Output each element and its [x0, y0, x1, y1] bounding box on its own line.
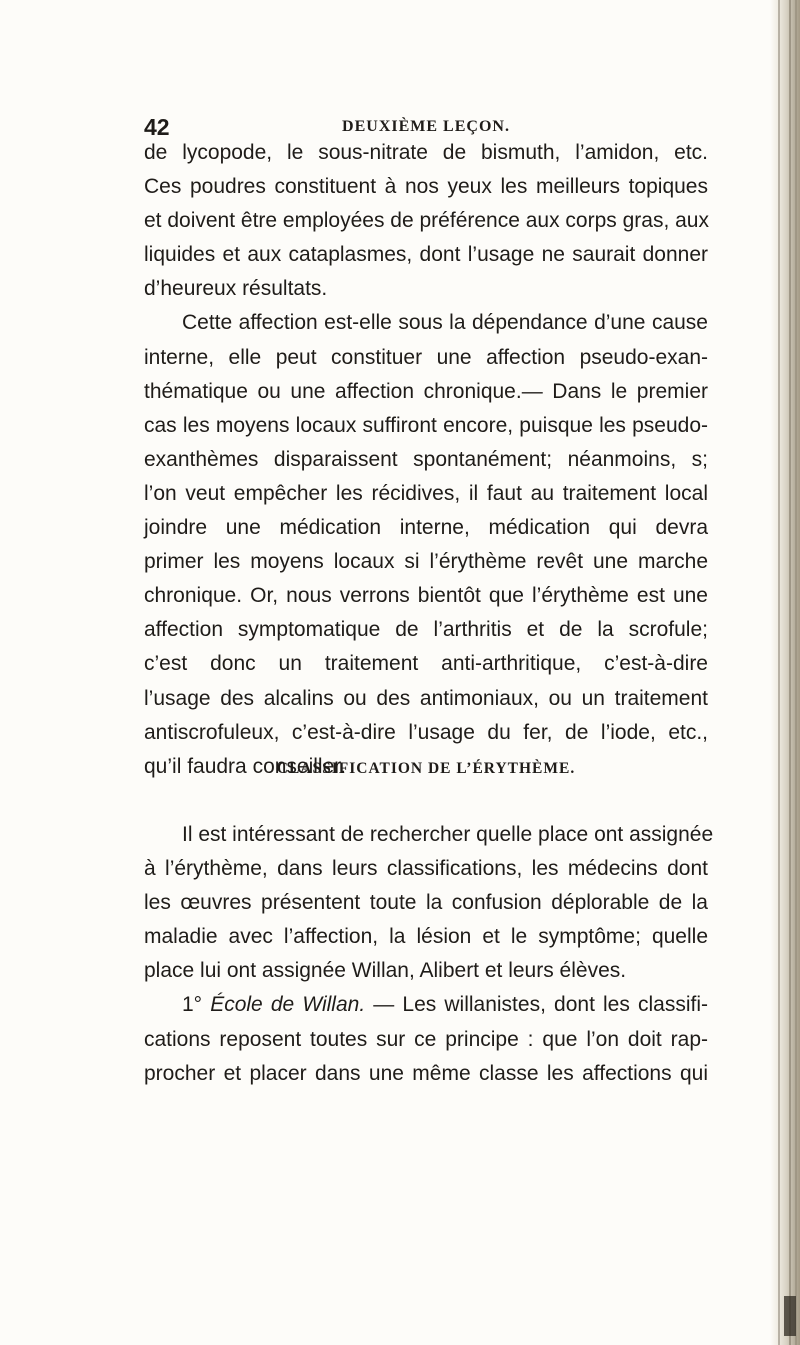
- lower-text-block: [144, 818, 714, 1091]
- text-line: thématique ou une affection chronique.— Dans le premier: [144, 379, 708, 403]
- page-number: 42: [144, 114, 170, 140]
- text-line: procher et placer dans une même classe les affections qui: [144, 1061, 708, 1085]
- text-line: interne, elle peut constituer une affection pseudo-exan-: [144, 345, 708, 369]
- page-binding-edge: [770, 0, 800, 1345]
- binding-line: [789, 0, 791, 1345]
- text-line: les œuvres présentent toute la confusion déplorable de la: [144, 891, 708, 915]
- section-heading-block: [144, 740, 708, 800]
- section-heading: CLASSIFICATION DE L’ÉRYTHÈME.: [276, 760, 576, 777]
- italic-school-name: École de Willan.: [210, 993, 366, 1017]
- text-line: maladie avec l’affection, la lésion et le symptôme; quelle: [144, 925, 708, 949]
- text-line: à l’érythème, dans leurs classifications, les médecins dont: [144, 857, 708, 881]
- text-line: antiscrofuleux, c’est-à-dire l’usage du fer, de l’iode, etc.,: [144, 720, 708, 744]
- text-line: qu’il faudra conseiller.: [144, 754, 346, 778]
- text-line: affection symptomatique de l’arthritis et de la scrofule;: [144, 618, 708, 642]
- text-line: exanthèmes disparaissent spontanément; néanmoins, s;: [144, 447, 708, 471]
- binding-shadow: [784, 1296, 796, 1336]
- text-line: l’on veut empêcher les récidives, il faut au traitement local: [144, 481, 708, 505]
- binding-line: [795, 0, 797, 1345]
- text-line: de lycopode, le sous-nitrate de bismuth, l’amidon, etc.: [144, 141, 708, 164]
- text-line: primer les moyens locaux si l’érythème revêt une marche: [144, 550, 708, 574]
- text-fragment: — Les willanistes, dont les classifi-: [373, 993, 708, 1017]
- text-line: joindre une médication interne, médication qui devra: [144, 516, 708, 540]
- text-line: Ces poudres constituent à nos yeux les meilleurs topiques: [144, 175, 708, 199]
- text-line-with-italic: [144, 988, 708, 1022]
- text-line: liquides et aux cataplasmes, dont l’usage ne saurait donner: [144, 243, 708, 267]
- text-line: d’heureux résultats.: [144, 277, 328, 301]
- text-line: cations reposent toutes sur ce principe : que l’on doit rap-: [144, 1027, 708, 1051]
- text-line: chronique. Or, nous verrons bientôt que l’érythème est une: [144, 584, 708, 608]
- upper-text-block: [144, 136, 708, 784]
- text-line: cas les moyens locaux suffiront encore, puisque les pseudo-: [144, 413, 708, 437]
- enumeration-marker: 1°: [182, 993, 203, 1017]
- text-line: Il est intéressant de rechercher quelle place ont assignée: [182, 823, 714, 846]
- text-line: c’est donc un traitement anti-arthritique, c’est-à-dire: [144, 652, 708, 676]
- text-line: place lui ont assignée Willan, Alibert et leurs élèves.: [144, 959, 627, 983]
- text-line: Cette affection est-elle sous la dépendance d’une cause: [182, 311, 708, 335]
- binding-line: [778, 0, 780, 1345]
- text-line: l’usage des alcalins ou des antimoniaux, ou un traitement: [144, 686, 708, 710]
- text-line: et doivent être employées de préférence aux corps gras, aux: [144, 209, 709, 233]
- running-head: DEUXIÈME LEÇON.: [342, 118, 510, 135]
